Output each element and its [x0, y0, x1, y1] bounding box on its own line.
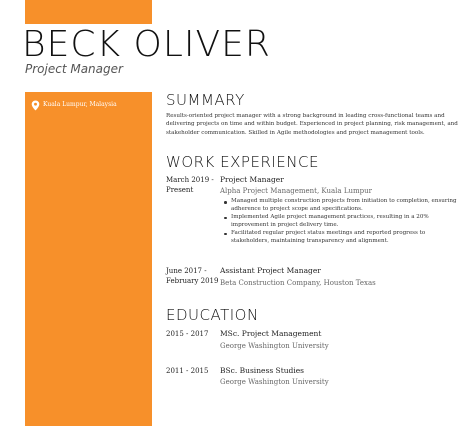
- job-title: Assistant Project Manager: [220, 266, 321, 275]
- job-company: Alpha Project Management, Kuala Lumpur: [220, 187, 372, 195]
- job-title: Project Manager: [220, 175, 284, 184]
- education-dates: 2011 - 2015: [166, 367, 209, 375]
- job-bullet: Implemented Agile project management practices, resulting in a 20% improvement in project delivery time.: [224, 214, 464, 230]
- education-school: George Washington University: [220, 342, 329, 350]
- work-experience-heading: WORK EXPERIENCE: [166, 153, 319, 171]
- job-bullet: Managed multiple construction projects from initiation to completion, ensuring adherence to project scope and specifications.: [224, 198, 464, 214]
- education-degree: MSc. Project Management: [220, 329, 322, 338]
- accent-top-bar: [25, 0, 152, 24]
- summary-text: Results-oriented project manager with a strong background in leading cross-functional teams and delivering projects on time and within budget. Experienced in project planning, risk management, and stakeholder communication. Skilled in Agile methodologies and project management tools.: [166, 113, 458, 136]
- education-dates: 2015 - 2017: [166, 330, 209, 338]
- job-bullet-list: [224, 198, 464, 245]
- education-degree: BSc. Business Studies: [220, 366, 305, 375]
- education-heading: EDUCATION: [166, 306, 259, 324]
- accent-sidebar: [25, 92, 152, 426]
- job-bullet: Facilitated regular project status meetings and reported progress to stakeholders, maintaining transparency and alignment.: [224, 230, 464, 246]
- summary-heading: SUMMARY: [166, 91, 245, 109]
- candidate-name: BECK OLIVER: [22, 24, 271, 65]
- location-text: Kuala Lumpur, Malaysia: [43, 101, 117, 108]
- map-pin-icon: [31, 100, 40, 111]
- job-company: Beta Construction Company, Houston Texas: [220, 279, 376, 287]
- job-dates: March 2019 - Present: [166, 176, 214, 194]
- education-school: George Washington University: [220, 378, 329, 386]
- candidate-role: Project Manager: [25, 62, 123, 76]
- job-dates: June 2017 - February 2019: [166, 267, 219, 285]
